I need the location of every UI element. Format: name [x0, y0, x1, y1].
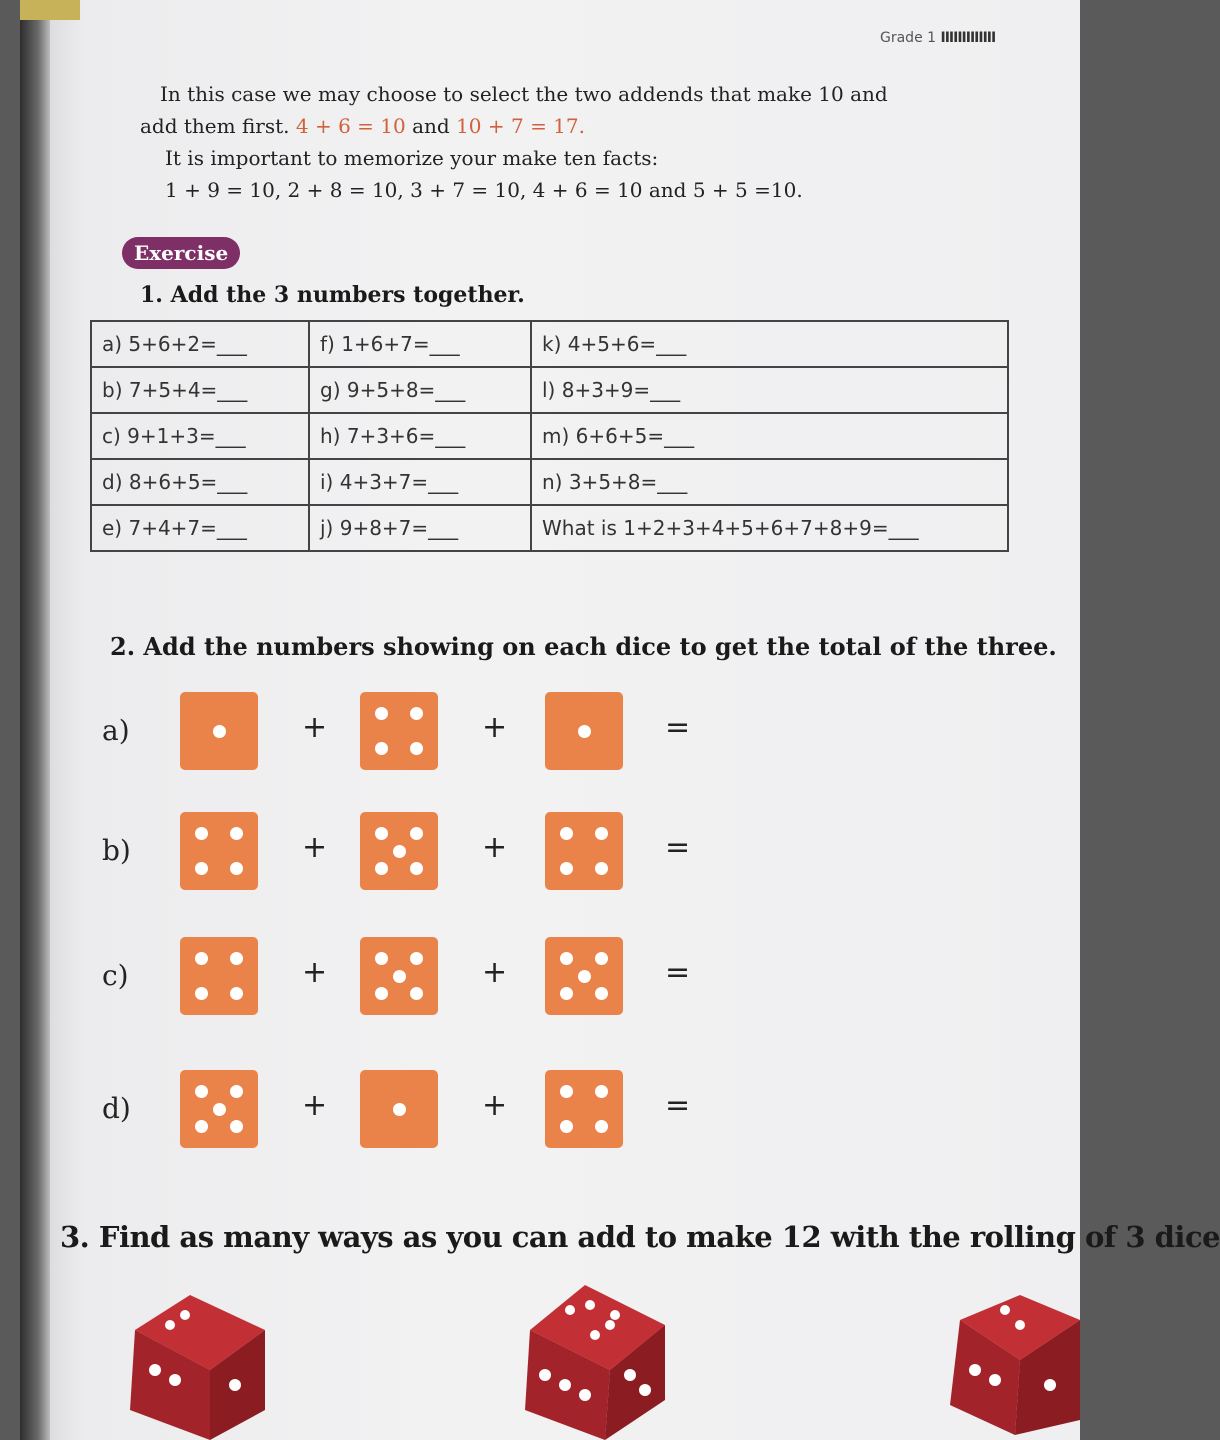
table-cell: m) 6+6+5=___ [531, 413, 1008, 459]
grade-header [880, 30, 995, 46]
dice-row-label: d) [102, 1092, 131, 1125]
die-pip [410, 827, 423, 840]
question-2-title: 2. Add the numbers showing on each dice to get the total of the three. [110, 632, 1057, 661]
die-pip [230, 987, 243, 1000]
die-pip [213, 725, 226, 738]
intro-line2 [140, 110, 888, 142]
table-cell: c) 9+1+3=___ [91, 413, 309, 459]
die-pip [595, 952, 608, 965]
die-face-1 [545, 692, 623, 770]
dice-row [80, 1070, 1060, 1150]
worksheet-page [20, 0, 1220, 1440]
die-face-4 [545, 1070, 623, 1148]
die-pip [195, 862, 208, 875]
grade-label: Grade 1 [880, 30, 937, 46]
question-1-title: 1. Add the 3 numbers together. [140, 282, 525, 308]
intro-expr2: 10 + 7 = 17. [456, 114, 585, 138]
die-pip [375, 862, 388, 875]
die-pip [195, 1085, 208, 1098]
table-cell: d) 8+6+5=___ [91, 459, 309, 505]
die-face-4 [180, 812, 258, 890]
table-cell: h) 7+3+6=___ [309, 413, 531, 459]
die-pip [230, 1120, 243, 1133]
table-row [91, 367, 1008, 413]
table-cell: l) 8+3+9=___ [531, 367, 1008, 413]
equals-sign: = [665, 710, 691, 745]
die-pip [195, 987, 208, 1000]
table-cell: What is 1+2+3+4+5+6+7+8+9=___ [531, 505, 1008, 551]
die-pip [230, 827, 243, 840]
intro-line4: 1 + 9 = 10, 2 + 8 = 10, 3 + 7 = 10, 4 + 6 = 10 and 5 + 5 =10. [165, 178, 803, 202]
intro-line1: In this case we may choose to select the two addends that make 10 and [160, 82, 888, 106]
table-cell: a) 5+6+2=___ [91, 321, 309, 367]
intro-expr1: 4 + 6 = 10 [295, 114, 406, 138]
dice-row-label: c) [102, 959, 129, 992]
die-pip [578, 970, 591, 983]
die-pip [393, 1103, 406, 1116]
die-pip [410, 742, 423, 755]
table-row [91, 321, 1008, 367]
die-face-5 [360, 812, 438, 890]
table-cell: i) 4+3+7=___ [309, 459, 531, 505]
table-cell: e) 7+4+7=___ [91, 505, 309, 551]
table-cell: j) 9+8+7=___ [309, 505, 531, 551]
plus-sign: + [482, 710, 508, 745]
die-pip [393, 970, 406, 983]
die-pip [213, 1103, 226, 1116]
exercise-badge: Exercise [122, 237, 240, 269]
die-pip [595, 987, 608, 1000]
die-pip [230, 952, 243, 965]
equals-sign: = [665, 955, 691, 990]
die-pip [393, 845, 406, 858]
dice-row [80, 812, 1060, 892]
table-cell: g) 9+5+8=___ [309, 367, 531, 413]
die-pip [375, 707, 388, 720]
table-row [91, 413, 1008, 459]
die-pip [195, 827, 208, 840]
plus-sign: + [302, 1088, 328, 1123]
die-pip [410, 987, 423, 1000]
die-pip [230, 1085, 243, 1098]
die-pip [230, 862, 243, 875]
table-row [91, 459, 1008, 505]
die-pip [375, 742, 388, 755]
die-pip [375, 952, 388, 965]
plus-sign: + [302, 710, 328, 745]
dice-row [80, 937, 1060, 1017]
die-pip [375, 827, 388, 840]
dice-row [80, 692, 1060, 772]
red-die-icon [930, 1290, 1080, 1440]
die-pip [560, 952, 573, 965]
plus-sign: + [302, 830, 328, 865]
die-face-4 [360, 692, 438, 770]
grade-bars: IIIIIIIIIIIII [940, 30, 996, 46]
die-face-4 [545, 812, 623, 890]
die-pip [195, 1120, 208, 1133]
die-pip [410, 952, 423, 965]
plus-sign: + [482, 1088, 508, 1123]
die-face-5 [360, 937, 438, 1015]
die-pip [560, 827, 573, 840]
die-face-4 [180, 937, 258, 1015]
die-pip [375, 987, 388, 1000]
question-3-title: 3. Find as many ways as you can add to make 12 with the rolling of 3 dice [60, 1220, 1220, 1254]
die-pip [595, 1085, 608, 1098]
die-face-5 [180, 1070, 258, 1148]
dice-row-label: b) [102, 834, 131, 867]
die-pip [595, 1120, 608, 1133]
red-die-icon [115, 1290, 285, 1440]
plus-sign: + [302, 955, 328, 990]
plus-sign: + [482, 955, 508, 990]
die-pip [560, 987, 573, 1000]
dice-row-label: a) [102, 714, 130, 747]
die-pip [595, 827, 608, 840]
table-cell: f) 1+6+7=___ [309, 321, 531, 367]
die-pip [560, 1120, 573, 1133]
addition-table [90, 320, 1009, 552]
die-pip [578, 725, 591, 738]
die-face-1 [360, 1070, 438, 1148]
die-pip [410, 707, 423, 720]
die-pip [560, 862, 573, 875]
die-face-1 [180, 692, 258, 770]
table-cell: b) 7+5+4=___ [91, 367, 309, 413]
intro-and: and [412, 114, 450, 138]
die-pip [195, 952, 208, 965]
intro-line2-text: add them first. [140, 114, 290, 138]
die-pip [560, 1085, 573, 1098]
table-row [91, 505, 1008, 551]
table-cell: k) 4+5+6=___ [531, 321, 1008, 367]
book-binding [20, 0, 50, 1440]
intro-line3: It is important to memorize your make ten facts: [165, 146, 659, 170]
tab-marker [20, 0, 80, 20]
equals-sign: = [665, 830, 691, 865]
die-pip [595, 862, 608, 875]
intro-text [140, 78, 888, 206]
die-face-5 [545, 937, 623, 1015]
red-die-icon [515, 1280, 685, 1440]
equals-sign: = [665, 1088, 691, 1123]
table-cell: n) 3+5+8=___ [531, 459, 1008, 505]
die-pip [410, 862, 423, 875]
plus-sign: + [482, 830, 508, 865]
